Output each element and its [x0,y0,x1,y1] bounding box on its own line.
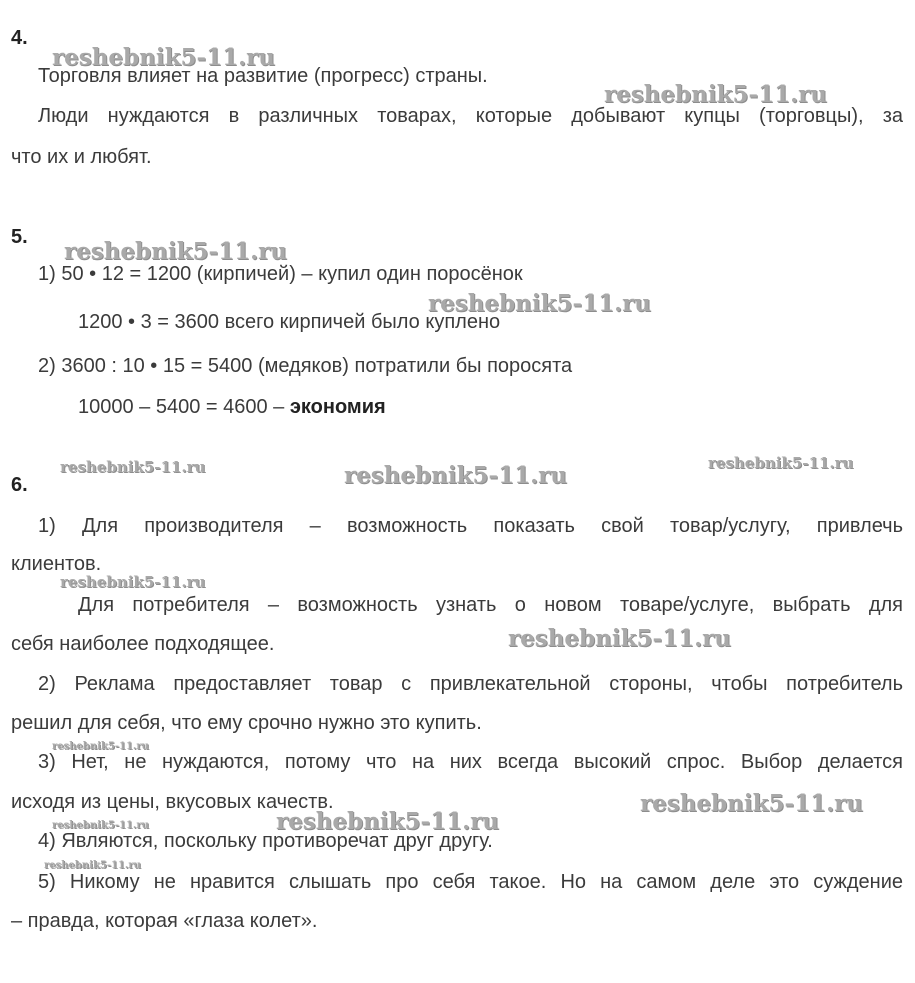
watermark-logo: reshebnik5-11.ru [52,741,149,752]
task-5-line-3: 2) 3600 : 10 • 15 = 5400 (медяков) потратили бы поросята [38,355,573,377]
task-6-p5-line-1: 5) Никому не нравится слышать про себя такое. Но на самом деле это суждение [38,871,903,893]
task-6-number: 6. [11,474,28,496]
watermark-logo: reshebnik5-11.ru [640,790,863,817]
watermark-logo: reshebnik5-11.ru [604,81,827,108]
watermark-logo: reshebnik5-11.ru [52,820,149,831]
task-4-line-1: Торговля влияет на развитие (прогресс) страны. [38,65,488,87]
watermark-logo: reshebnik5-11.ru [52,44,275,71]
task-5-line-2: 1200 • 3 = 3600 всего кирпичей было куплено [78,311,501,333]
task-5-line-1: 1) 50 • 12 = 1200 (кирпичей) – купил один поросёнок [38,263,523,285]
task-4-number: 4. [11,27,28,49]
task-6-p3-line-2: исходя из цены, вкусовых качеств. [11,791,334,813]
task-5-number: 5. [11,226,28,248]
task-6-p5-line-2: – правда, которая «глаза колет». [11,910,318,932]
task-4-line-2: Люди нуждаются в различных товарах, которые добывают купцы (торговцы), за [38,105,903,127]
task-6-p2-line-2: решил для себя, что ему срочно нужно это купить. [11,712,482,734]
watermark-logo: reshebnik5-11.ru [64,238,287,265]
watermark-logo: reshebnik5-11.ru [60,573,206,591]
task-6-p1-line-3: Для потребителя – возможность узнать о новом товаре/услуге, выбрать для [78,594,903,616]
watermark-logo: reshebnik5-11.ru [508,625,731,652]
watermark-logo: reshebnik5-11.ru [44,860,141,871]
task-5-line-4 [78,395,386,419]
task-6-p4-line-1: 4) Являются, поскольку противоречат друг другу. [38,830,493,852]
watermark-logo: reshebnik5-11.ru [428,290,651,317]
watermark-logo: reshebnik5-11.ru [60,458,206,476]
watermark-logo: reshebnik5-11.ru [708,454,854,472]
task-6-p2-line-1: 2) Реклама предоставляет товар с привлекательной стороны, чтобы потребитель [38,673,903,695]
task-4-line-3: что их и любят. [11,146,152,168]
watermark-logo: reshebnik5-11.ru [344,462,567,489]
task-6-p1-line-4: себя наиболее подходящее. [11,633,275,655]
task-5-answer-bold: экономия [289,396,386,418]
task-6-p3-line-1: 3) Нет, не нуждаются, потому что на них всегда высокий спрос. Выбор делается [38,751,903,773]
task-5-line-4-text: 10000 – 5400 = 4600 – [78,396,290,418]
watermark-logo: reshebnik5-11.ru [276,808,499,835]
task-6-p1-line-1: 1) Для производителя – возможность показать свой товар/услугу, привлечь [38,515,903,537]
task-6-p1-line-2: клиентов. [11,553,102,575]
